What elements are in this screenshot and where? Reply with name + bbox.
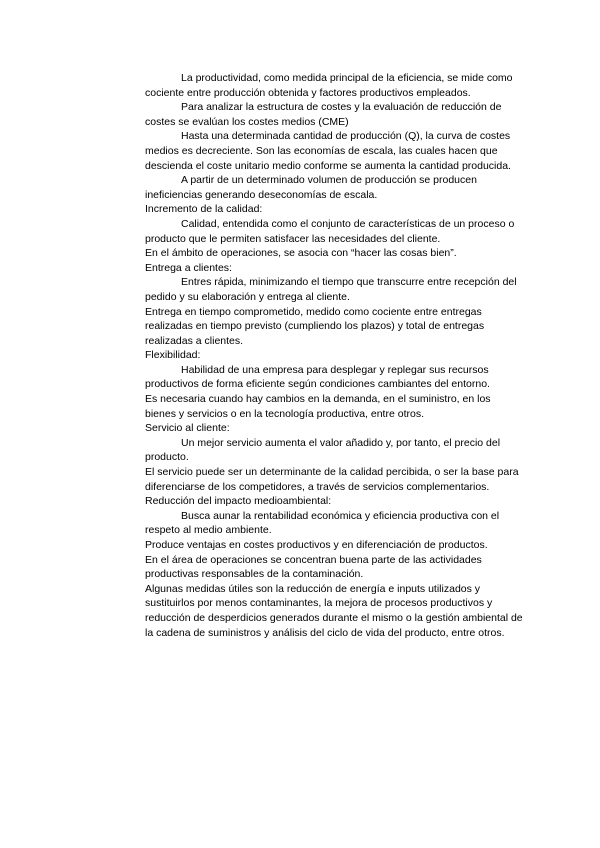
- paragraph-servicio-valor: Un mejor servicio aumenta el valor añadido y, por tanto, el precio del producto.: [145, 436, 501, 464]
- paragraph-medioambiente-rentabilidad: Busca aunar la rentabilidad económica y eficiencia productiva con el respeto al medio ambiente.: [145, 509, 500, 537]
- paragraph-deseconomias: A partir de un determinado volumen de producción se producen ineficiencias generando deseconomías de escala.: [145, 174, 477, 201]
- heading-entrega: Entrega a clientes:: [145, 261, 232, 274]
- paragraph-economias-escala: Hasta una determinada cantidad de producción (Q), la curva de costes medios es decreciente. Son las economías de escala, las cuales hacen que descienda el coste unitario medio conforme se aumenta la cantidad producida.: [145, 130, 511, 172]
- paragraph-productividad: La productividad, como medida principal de la eficiencia, se mide como cociente entre producción obtenida y factores productivos empleados.: [145, 72, 513, 99]
- paragraph-flexibilidad-cambios: Es necesaria cuando hay cambios en la demanda, en el suministro, en los bienes y servicios o en la tecnología productiva, entre otros.: [145, 393, 491, 420]
- paragraph-calidad-operaciones: En el ámbito de operaciones, se asocia con “hacer las cosas bien”.: [145, 247, 457, 260]
- paragraph-entrega-tiempo: Entrega en tiempo comprometido, medido como cociente entre entregas realizadas en tiempo previsto (cumpliendo los plazos) y total de entregas realizadas a clientes.: [145, 305, 485, 347]
- paragraph-entrega-rapida: Entres rápida, minimizando el tiempo que transcurre entre recepción del pedido y su elaboración y entrega al cliente.: [145, 276, 517, 303]
- paragraph-medioambiente-medidas: Algunas medidas útiles son la reducción de energía e inputs utilizados y sustituirlos por menos contaminantes, la mejora de procesos productivos y reducción de desperdicios generados durante el mismo o la gestión ambiental de la cadena de suministros y análisis del ciclo de vida del producto, entre otros.: [145, 582, 523, 639]
- paragraph-estructura-costes: Para analizar la estructura de costes y la evaluación de reducción de costes se evalúan los costes medios (CME): [145, 101, 502, 128]
- heading-medioambiente: Reducción del impacto medioambiental:: [145, 495, 332, 508]
- paragraph-medioambiente-contaminacion: En el área de operaciones se concentran buena parte de las actividades productivas responsables de la contaminación.: [145, 553, 482, 581]
- heading-servicio: Servicio al cliente:: [145, 422, 230, 435]
- paragraph-calidad-definicion: Calidad, entendida como el conjunto de características de un proceso o producto que le permiten satisfacer las necesidades del cliente.: [145, 217, 515, 245]
- paragraph-servicio-calidad: El servicio puede ser un determinante de la calidad percibida, o ser la base para diferenciarse de los competidores, a través de servicios complementarios.: [145, 466, 519, 493]
- paragraph-medioambiente-ventajas: Produce ventajas en costes productivos y en diferenciación de productos.: [145, 539, 488, 551]
- document-body: [145, 71, 523, 640]
- heading-flexibilidad: Flexibilidad:: [145, 349, 201, 362]
- heading-calidad: Incremento de la calidad:: [145, 203, 263, 216]
- paragraph-flexibilidad-definicion: Habilidad de una empresa para desplegar y replegar sus recursos productivos de forma eficiente según condiciones cambiantes del entorno.: [145, 363, 490, 391]
